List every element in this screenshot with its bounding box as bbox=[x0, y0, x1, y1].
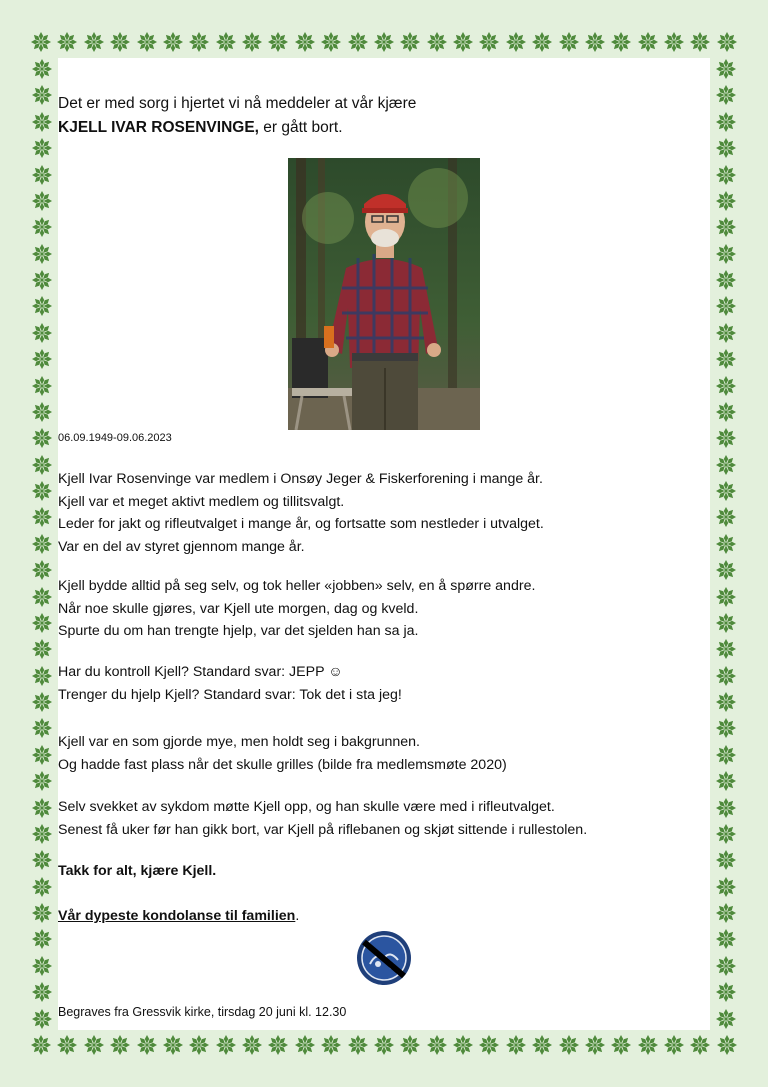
star-flower-icon bbox=[31, 928, 53, 950]
star-flower-icon bbox=[715, 269, 737, 291]
star-flower-icon bbox=[30, 1034, 52, 1056]
memorial-card bbox=[58, 58, 710, 1030]
deceased-name: KJELL IVAR ROSENVINGE, bbox=[58, 119, 259, 136]
text-line: Når noe skulle gjøres, var Kjell ute morgen, dag og kveld. bbox=[58, 600, 419, 617]
paragraph-background bbox=[58, 731, 710, 776]
star-flower-icon bbox=[31, 111, 53, 133]
star-flower-icon bbox=[320, 31, 342, 53]
star-flower-icon bbox=[715, 1008, 737, 1030]
star-flower-icon bbox=[31, 190, 53, 212]
club-logo bbox=[356, 930, 412, 986]
star-flower-icon bbox=[715, 797, 737, 819]
star-flower-icon bbox=[715, 190, 737, 212]
star-flower-icon bbox=[320, 1034, 342, 1056]
star-flower-icon bbox=[31, 348, 53, 370]
star-flower-icon bbox=[584, 1034, 606, 1056]
star-flower-icon bbox=[215, 1034, 237, 1056]
star-flower-icon bbox=[715, 691, 737, 713]
star-flower-icon bbox=[31, 454, 53, 476]
star-flower-icon bbox=[188, 1034, 210, 1056]
star-flower-icon bbox=[31, 1008, 53, 1030]
star-flower-icon bbox=[373, 31, 395, 53]
star-flower-icon bbox=[31, 533, 53, 555]
border-bottom bbox=[30, 1033, 738, 1057]
star-flower-icon bbox=[715, 876, 737, 898]
star-flower-icon bbox=[610, 31, 632, 53]
text-line: Spurte du om han trengte hjelp, var det sjelden han sa ja. bbox=[58, 623, 419, 639]
star-flower-icon bbox=[162, 1034, 184, 1056]
star-flower-icon bbox=[30, 31, 52, 53]
club-logo-icon bbox=[356, 930, 412, 986]
star-flower-icon bbox=[689, 31, 711, 53]
text-line: Har du kontroll Kjell? Standard svar: JEPP ☺ bbox=[58, 664, 343, 680]
star-flower-icon bbox=[715, 849, 737, 871]
star-flower-icon bbox=[31, 322, 53, 344]
border-top bbox=[30, 30, 738, 54]
intro-line-2 bbox=[58, 116, 710, 140]
star-flower-icon bbox=[716, 31, 738, 53]
text-line: Trenger du hjelp Kjell? Standard svar: Tok det i sta jeg! bbox=[58, 686, 402, 703]
star-flower-icon bbox=[294, 1034, 316, 1056]
star-flower-icon bbox=[31, 744, 53, 766]
star-flower-icon bbox=[399, 1034, 421, 1056]
text-line: Var en del av styret gjennom mange år. bbox=[58, 538, 305, 555]
star-flower-icon bbox=[241, 1034, 263, 1056]
star-flower-icon bbox=[715, 823, 737, 845]
star-flower-icon bbox=[715, 243, 737, 265]
text-line: Kjell bydde alltid på seg selv, og tok heller «jobben» selv, en å spørre andre. bbox=[58, 578, 536, 594]
star-flower-icon bbox=[715, 586, 737, 608]
star-flower-icon bbox=[31, 559, 53, 581]
star-flower-icon bbox=[31, 269, 53, 291]
star-flower-icon bbox=[715, 164, 737, 186]
star-flower-icon bbox=[31, 375, 53, 397]
star-flower-icon bbox=[426, 31, 448, 53]
star-flower-icon bbox=[31, 480, 53, 502]
star-flower-icon bbox=[715, 295, 737, 317]
star-flower-icon bbox=[31, 955, 53, 977]
star-flower-icon bbox=[452, 31, 474, 53]
star-flower-icon bbox=[399, 31, 421, 53]
text-line: Kjell var en som gjorde mye, men holdt seg i bakgrunnen. bbox=[58, 734, 420, 750]
star-flower-icon bbox=[215, 31, 237, 53]
text-line: Leder for jakt og rifleutvalget i mange år, og fortsatte som nestleder i utvalget. bbox=[58, 516, 544, 532]
star-flower-icon bbox=[715, 137, 737, 159]
star-flower-icon bbox=[83, 1034, 105, 1056]
star-flower-icon bbox=[715, 111, 737, 133]
star-flower-icon bbox=[31, 691, 53, 713]
condolence-period: . bbox=[295, 908, 300, 924]
star-flower-icon bbox=[716, 1034, 738, 1056]
star-flower-icon bbox=[715, 770, 737, 792]
star-flower-icon bbox=[188, 31, 210, 53]
star-flower-icon bbox=[31, 665, 53, 687]
star-flower-icon bbox=[715, 665, 737, 687]
star-flower-icon bbox=[31, 243, 53, 265]
star-flower-icon bbox=[715, 955, 737, 977]
condolence-text: Vår dypeste kondolanse til familien bbox=[58, 908, 296, 924]
star-flower-icon bbox=[505, 31, 527, 53]
star-flower-icon bbox=[715, 744, 737, 766]
paragraph-final-weeks bbox=[58, 796, 710, 841]
star-flower-icon bbox=[715, 216, 737, 238]
text-line: Kjell var et meget aktivt medlem og tillitsvalgt. bbox=[58, 493, 345, 510]
star-flower-icon bbox=[83, 31, 105, 53]
star-flower-icon bbox=[715, 401, 737, 423]
star-flower-icon bbox=[241, 31, 263, 53]
star-flower-icon bbox=[267, 31, 289, 53]
star-flower-icon bbox=[31, 981, 53, 1003]
star-flower-icon bbox=[715, 322, 737, 344]
portrait-illustration bbox=[288, 158, 480, 430]
star-flower-icon bbox=[715, 559, 737, 581]
star-flower-icon bbox=[558, 1034, 580, 1056]
border-left bbox=[30, 58, 54, 1030]
star-flower-icon bbox=[31, 295, 53, 317]
star-flower-icon bbox=[715, 717, 737, 739]
star-flower-icon bbox=[715, 928, 737, 950]
star-flower-icon bbox=[637, 31, 659, 53]
star-flower-icon bbox=[531, 31, 553, 53]
star-flower-icon bbox=[584, 31, 606, 53]
star-flower-icon bbox=[715, 348, 737, 370]
text-line: Og hadde fast plass når det skulle grilles (bilde fra medlemsmøte 2020) bbox=[58, 756, 507, 773]
star-flower-icon bbox=[715, 506, 737, 528]
star-flower-icon bbox=[294, 31, 316, 53]
star-flower-icon bbox=[637, 1034, 659, 1056]
star-flower-icon bbox=[715, 427, 737, 449]
paragraph-dedication bbox=[58, 575, 710, 643]
star-flower-icon bbox=[136, 1034, 158, 1056]
star-flower-icon bbox=[31, 216, 53, 238]
star-flower-icon bbox=[715, 84, 737, 106]
star-flower-icon bbox=[715, 480, 737, 502]
paragraph-membership bbox=[58, 468, 710, 558]
star-flower-icon bbox=[715, 58, 737, 80]
text-line: Selv svekket av sykdom møtte Kjell opp, og han skulle være med i rifleutvalget. bbox=[58, 799, 555, 815]
star-flower-icon bbox=[347, 1034, 369, 1056]
star-flower-icon bbox=[531, 1034, 553, 1056]
star-flower-icon bbox=[31, 84, 53, 106]
star-flower-icon bbox=[715, 981, 737, 1003]
star-flower-icon bbox=[426, 1034, 448, 1056]
star-flower-icon bbox=[31, 58, 53, 80]
star-flower-icon bbox=[31, 876, 53, 898]
star-flower-icon bbox=[715, 375, 737, 397]
star-flower-icon bbox=[452, 1034, 474, 1056]
star-flower-icon bbox=[267, 1034, 289, 1056]
star-flower-icon bbox=[689, 1034, 711, 1056]
star-flower-icon bbox=[31, 427, 53, 449]
star-flower-icon bbox=[31, 797, 53, 819]
text-line: Senest få uker før han gikk bort, var Kjell på riflebanen og skjøt sittende i rullestolen. bbox=[58, 821, 588, 838]
star-flower-icon bbox=[31, 902, 53, 924]
star-flower-icon bbox=[109, 1034, 131, 1056]
star-flower-icon bbox=[31, 586, 53, 608]
star-flower-icon bbox=[31, 849, 53, 871]
thanks-line: Takk for alt, kjære Kjell. bbox=[58, 863, 217, 879]
star-flower-icon bbox=[31, 823, 53, 845]
star-flower-icon bbox=[715, 533, 737, 555]
star-flower-icon bbox=[715, 454, 737, 476]
border-right bbox=[714, 58, 738, 1030]
star-flower-icon bbox=[31, 612, 53, 634]
star-flower-icon bbox=[109, 31, 131, 53]
star-flower-icon bbox=[31, 401, 53, 423]
star-flower-icon bbox=[478, 1034, 500, 1056]
star-flower-icon bbox=[31, 717, 53, 739]
funeral-info: Begraves fra Gressvik kirke, tirsdag 20 juni kl. 12.30 bbox=[58, 1005, 347, 1019]
star-flower-icon bbox=[136, 31, 158, 53]
paragraph-quotes bbox=[58, 661, 710, 706]
star-flower-icon bbox=[505, 1034, 527, 1056]
star-flower-icon bbox=[347, 31, 369, 53]
intro-line-1: Det er med sorg i hjertet vi nå meddeler at vår kjære bbox=[58, 95, 417, 112]
star-flower-icon bbox=[31, 638, 53, 660]
condolence-line bbox=[58, 908, 710, 924]
star-flower-icon bbox=[610, 1034, 632, 1056]
text-line: Kjell Ivar Rosenvinge var medlem i Onsøy Jeger & Fiskerforening i mange år. bbox=[58, 471, 543, 487]
star-flower-icon bbox=[162, 31, 184, 53]
star-flower-icon bbox=[715, 612, 737, 634]
star-flower-icon bbox=[663, 1034, 685, 1056]
portrait-photo bbox=[288, 158, 480, 430]
star-flower-icon bbox=[373, 1034, 395, 1056]
star-flower-icon bbox=[478, 31, 500, 53]
star-flower-icon bbox=[56, 31, 78, 53]
star-flower-icon bbox=[56, 1034, 78, 1056]
star-flower-icon bbox=[31, 770, 53, 792]
star-flower-icon bbox=[715, 638, 737, 660]
star-flower-icon bbox=[715, 902, 737, 924]
intro-text bbox=[58, 92, 710, 140]
star-flower-icon bbox=[31, 164, 53, 186]
star-flower-icon bbox=[31, 506, 53, 528]
life-dates: 06.09.1949-09.06.2023 bbox=[58, 432, 172, 444]
star-flower-icon bbox=[558, 31, 580, 53]
star-flower-icon bbox=[663, 31, 685, 53]
star-flower-icon bbox=[31, 137, 53, 159]
intro-line-2-rest: er gått bort. bbox=[258, 119, 343, 136]
